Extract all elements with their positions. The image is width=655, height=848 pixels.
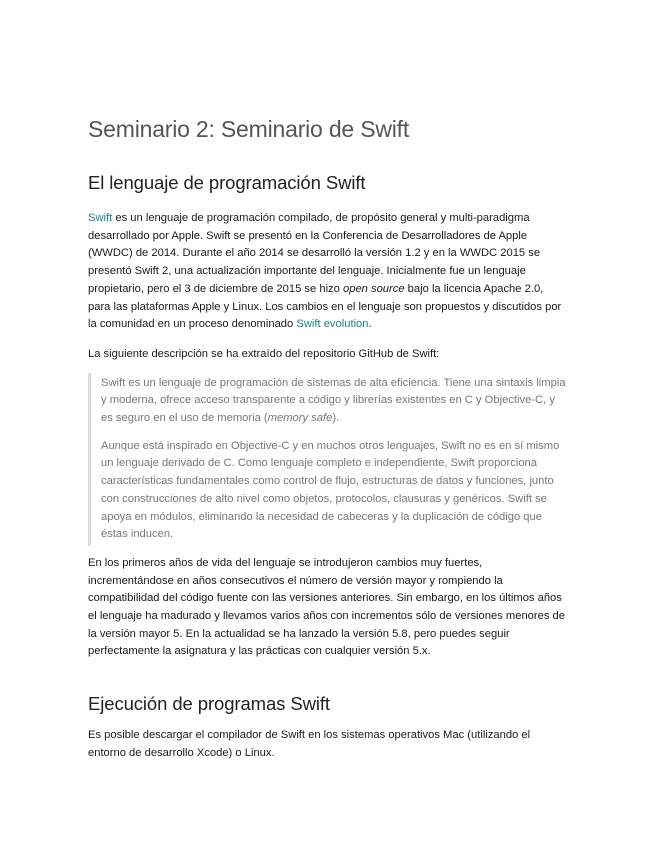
quote-p1-end: ). xyxy=(332,412,340,425)
intro-paragraph xyxy=(88,210,568,334)
quote-p1-text: Swift es un lenguaje de programación de sistemas de alta eficiencia. Tiene una sintaxis limpia y moderna, ofrece acceso transparente a código y librerías existentes en C y Objective-C, y es seguro en el uso de memoria ( xyxy=(101,376,566,425)
memory-safe-emphasis: memory safe xyxy=(267,412,333,425)
intro-text-3: . xyxy=(368,318,372,331)
page-title: Seminario 2: Seminario de Swift xyxy=(88,116,410,142)
swift-link[interactable]: Swift xyxy=(88,212,113,224)
intro-text-2: bajo la licencia Apache 2.0, para las plataformas Apple y Linux. Los cambios en el lenguaje son propuestos y discutidos por la comunidad en un proceso denominado xyxy=(88,282,562,331)
section-heading-running-programs: Ejecución de programas Swift xyxy=(88,693,330,715)
quote-paragraph-2: Aunque está inspirado en Objective-C y en muchos otros lenguajes, Swift no es en sí mismo un lenguaje derivado de C. Como lenguaje completo e independiente, Swift proporciona características fundamentales como control de flujo, estructuras de datos y funciones, junto con construcciones de alto nivel como objetos, protocolos, clausuras y genéricos. Swift se apoya en módulos, eliminando la necesidad de cabeceras y la duplicación de código que éstas inducen. xyxy=(101,439,560,541)
section-heading-swift-language: El lenguaje de programación Swift xyxy=(88,172,366,193)
open-source-emphasis: open source xyxy=(343,282,405,295)
version-history-paragraph: En los primeros años de vida del lenguaje se introdujeron cambios muy fuertes, incrementándose en años consecutivos el número de versión mayor y rompiendo la compatibilidad del código fuente con las versiones anteriores. Sin embargo, en los últimos años el lenguaje ha madurado y llevamos varios años con incrementos sólo de versiones menores de la versión mayor 5. En la actualidad se ha lanzado la versión 5.8, pero puedes seguir perfectamente la asignatura y las prácticas con cualquier versión 5.x. xyxy=(88,556,565,658)
github-description-quote xyxy=(88,373,568,546)
swift-evolution-link[interactable]: Swift evolution xyxy=(296,318,369,331)
quote-lead-paragraph: La siguiente descripción se ha extraído del repositorio GitHub de Swift: xyxy=(88,347,440,360)
quote-paragraph-1 xyxy=(101,375,568,428)
download-compiler-paragraph: Es posible descargar el compilador de Swift en los sistemas operativos Mac (utilizando el entorno de desarrollo Xcode) o Linux. xyxy=(88,729,531,759)
intro-text-1: es un lenguaje de programación compilado, de propósito general y multi-paradigma desarrollado por Apple. Swift se presentó en la Conferencia de Desarrolladores de Apple (WWDC) de 2014. Durante el año 2014 se desarrolló la versión 1.2 y en la WWDC 2015 se presentó Swift 2, una actualización importante del lenguaje. Inicialmente fue un lenguaje propietario, pero el 3 de diciembre de 2015 se hizo xyxy=(88,212,541,295)
document-page xyxy=(88,113,568,763)
